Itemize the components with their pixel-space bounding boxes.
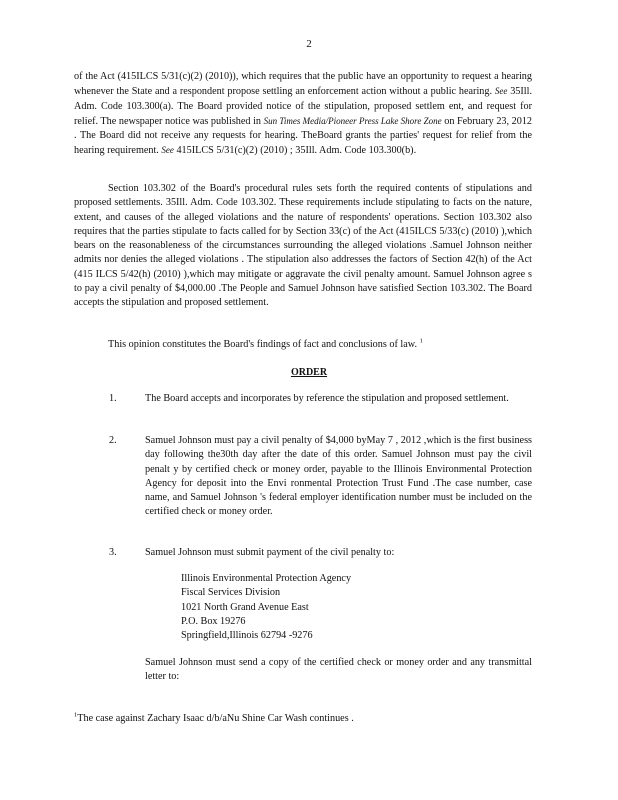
paragraph-text: 415ILCS 5/31(c)(2) (2010) ; 35Ill. Adm. Code 103.300(b). <box>176 145 417 157</box>
see-signal: See <box>161 145 174 156</box>
newspaper-name: Sun Times Media/Pioneer Press Lake Shore Zone <box>263 115 442 126</box>
order-item-text: Samuel Johnson must submit payment of the civil penalty to: <box>145 547 395 558</box>
see-signal: See <box>494 86 508 97</box>
paragraph-text: 35Ill. Adm. Code 103.300(a). The Board provided notice of the stipulation, proposed settlem ent, and request for relief. The newspaper notice was published in <box>74 86 532 127</box>
paragraph-section-103-302: Section 103.302 of the Board's procedural rules sets forth the required contents of stipulations and proposed settlements. 35Ill. Adm. Code 103.302. These requirements include stipulating to facts on the nature, extent, and causes of the alleged violations and the nature of respondents' operations. Section 103.302 also requires that the parties stipulate to facts called for by Section 33(c) of the Act (415ILCS 5/33(c) (2010) ),which bears on the reasonableness of the circumstances surrounding the alleged violations .Samuel Johnson neither admits nor denies the alleged violations . The stipulation also addresses the factors of Section 42(h) of the Act (415 ILCS 5/42(h) (2010) ),which may mitigate or aggravate the civil penalty amount. Samuel Johnson agree s to pay a civil penalty of $4,000.00 .The People and Samuel Johnson have satisfied Section 103.302. The Board accepts the stipulation and proposed settlement. <box>74 183 532 309</box>
paragraph-public-hearing <box>74 70 532 159</box>
order-item <box>109 434 532 520</box>
address-line: 1021 North Grand Avenue East <box>181 601 309 613</box>
paragraph-opinion <box>108 338 532 352</box>
order-item-number: 1. <box>109 393 117 404</box>
copy-instruction: Samuel Johnson must send a copy of the certified check or money order and any transmittal letter to: <box>145 657 532 683</box>
order-item-number: 3. <box>109 547 117 558</box>
opinion-text: This opinion constitutes the Board's findings of fact and conclusions of law. <box>108 339 418 350</box>
paragraph-text: on February 23, 2012 . The Board did not receive any requests for hearing. TheBoard grants the parties' request for relief from the hearing requirement. <box>74 115 533 157</box>
address-line: P.O. Box 19276 <box>181 615 246 627</box>
page-number: 2 <box>306 38 312 50</box>
address-line: Fiscal Services Division <box>181 587 281 599</box>
paragraph-text: of the Act (415ILCS 5/31(c)(2) (2010)), which requires that the public have an opportunity to request a hearing whenever the State and a respondent propose settling an enforcement action without a public hearing. <box>74 71 532 98</box>
footnote-marker: 1 <box>74 711 78 719</box>
order-item-text: Samuel Johnson must pay a civil penalty of $4,000 byMay 7 , 2012 ,which is the first business day following the30th day after the date of this order. Samuel Johnson must pay the civil penalt y by certified check or money order, payable to the Illinois Environmental Protection Agency for deposit into the Envi ronmental Protection Trust Fund .The case number, case name, and Samuel Johnson 's federal employer identification number must be included on the certified check or money order. <box>145 435 532 518</box>
footnote <box>74 712 532 726</box>
order-item-number: 2. <box>109 435 117 446</box>
order-item <box>109 392 532 406</box>
footnote-text: The case against Zachary Isaac d/b/aNu Shine Car Wash continues . <box>77 713 354 724</box>
address-line: Springfield,Illinois 62794 -9276 <box>181 630 313 642</box>
footnote-reference: 1 <box>419 337 423 345</box>
payment-address <box>181 572 481 643</box>
order-item-text: The Board accepts and incorporates by reference the stipulation and proposed settlement. <box>145 393 509 404</box>
order-item <box>109 546 532 560</box>
order-heading: ORDER <box>290 367 328 378</box>
address-line: Illinois Environmental Protection Agency <box>181 573 352 584</box>
